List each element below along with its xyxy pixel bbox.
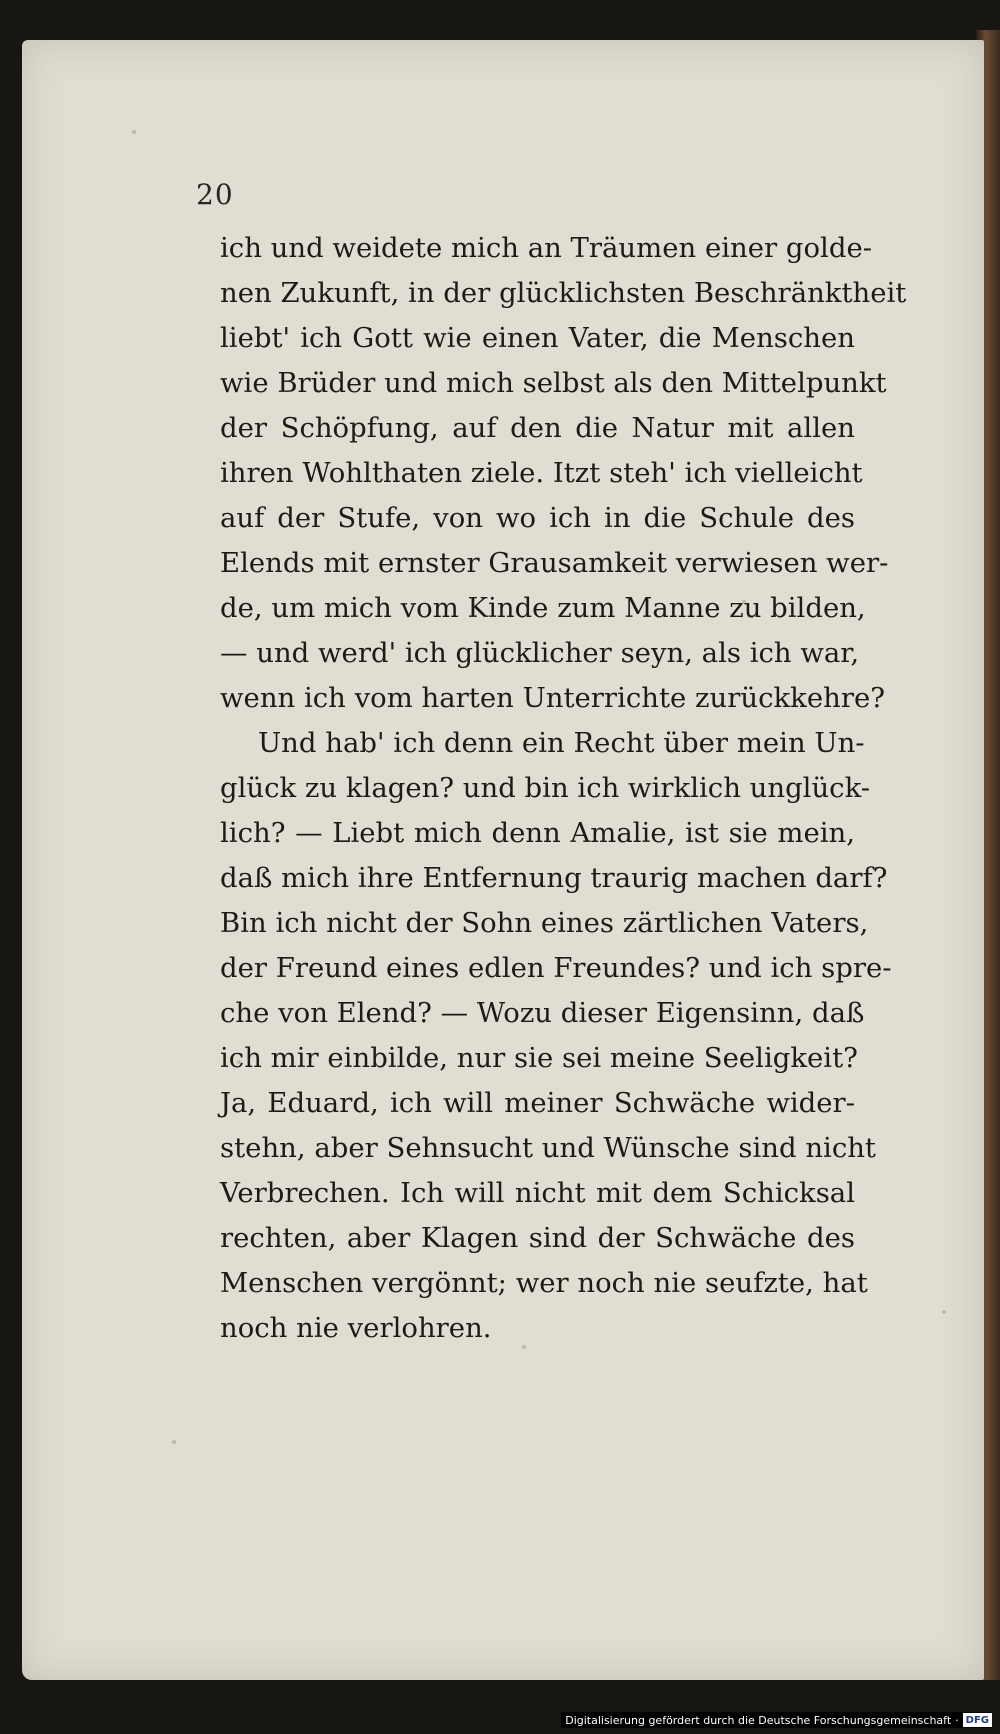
page-number: 20 (196, 178, 234, 211)
text-line: liebt' ich Gott wie einen Vater, die Menschen (220, 322, 855, 354)
digitization-credit: Digitalisierung gefördert durch die Deutsche Forschungsgemeinschaft · DFG (561, 1712, 992, 1728)
text-line: der Schöpfung, auf den die Natur mit allen (220, 412, 855, 444)
text-line: daß mich ihre Entfernung traurig machen darf? (220, 862, 888, 894)
text-line: de, um mich vom Kinde zum Manne zu bilden, (220, 592, 866, 624)
text-line: wenn ich vom harten Unterrichte zurückkehre? (220, 682, 885, 714)
text-line: der Freund eines edlen Freundes? und ich spre- (220, 952, 892, 984)
text-line: ihren Wohlthaten ziele. Itzt steh' ich vielleicht (220, 457, 863, 489)
paper-spot (942, 1310, 946, 1314)
text-line: Elends mit ernster Grausamkeit verwiesen wer- (220, 547, 889, 579)
text-line: Und hab' ich denn ein Recht über mein Un- (258, 727, 865, 759)
text-line: auf der Stufe, von wo ich in die Schule des (220, 502, 855, 534)
text-line: — und werd' ich glücklicher seyn, als ich war, (220, 637, 860, 669)
text-line: glück zu klagen? und bin ich wirklich unglück- (220, 772, 871, 804)
text-line: stehn, aber Sehnsucht und Wünsche sind nicht (220, 1132, 876, 1164)
credit-text: Digitalisierung gefördert durch die Deutsche Forschungsgemeinschaft (565, 1713, 952, 1727)
text-line: Bin ich nicht der Sohn eines zärtlichen Vaters, (220, 907, 869, 939)
text-line: lich? — Liebt mich denn Amalie, ist sie mein, (220, 817, 855, 849)
text-line: noch nie verlohren. (220, 1312, 492, 1344)
dfg-logo: DFG (963, 1713, 992, 1727)
text-line: rechten, aber Klagen sind der Schwäche des (220, 1222, 855, 1254)
text-line: che von Elend? — Wozu dieser Eigensinn, daß (220, 997, 865, 1029)
text-line: Verbrechen. Ich will nicht mit dem Schicksal (220, 1177, 855, 1209)
text-line: Menschen vergönnt; wer noch nie seufzte, hat (220, 1267, 868, 1299)
text-line: ich mir einbilde, nur sie sei meine Seeligkeit? (220, 1042, 858, 1074)
text-line: wie Brüder und mich selbst als den Mittelpunkt (220, 367, 887, 399)
text-line: nen Zukunft, in der glücklichsten Beschränktheit (220, 277, 907, 309)
paper-spot (172, 1440, 176, 1444)
text-line: Ja, Eduard, ich will meiner Schwäche wider- (220, 1087, 855, 1119)
page-body-text (220, 226, 907, 1351)
paper-spot (132, 130, 136, 134)
text-line: ich und weidete mich an Träumen einer golde- (220, 232, 873, 264)
